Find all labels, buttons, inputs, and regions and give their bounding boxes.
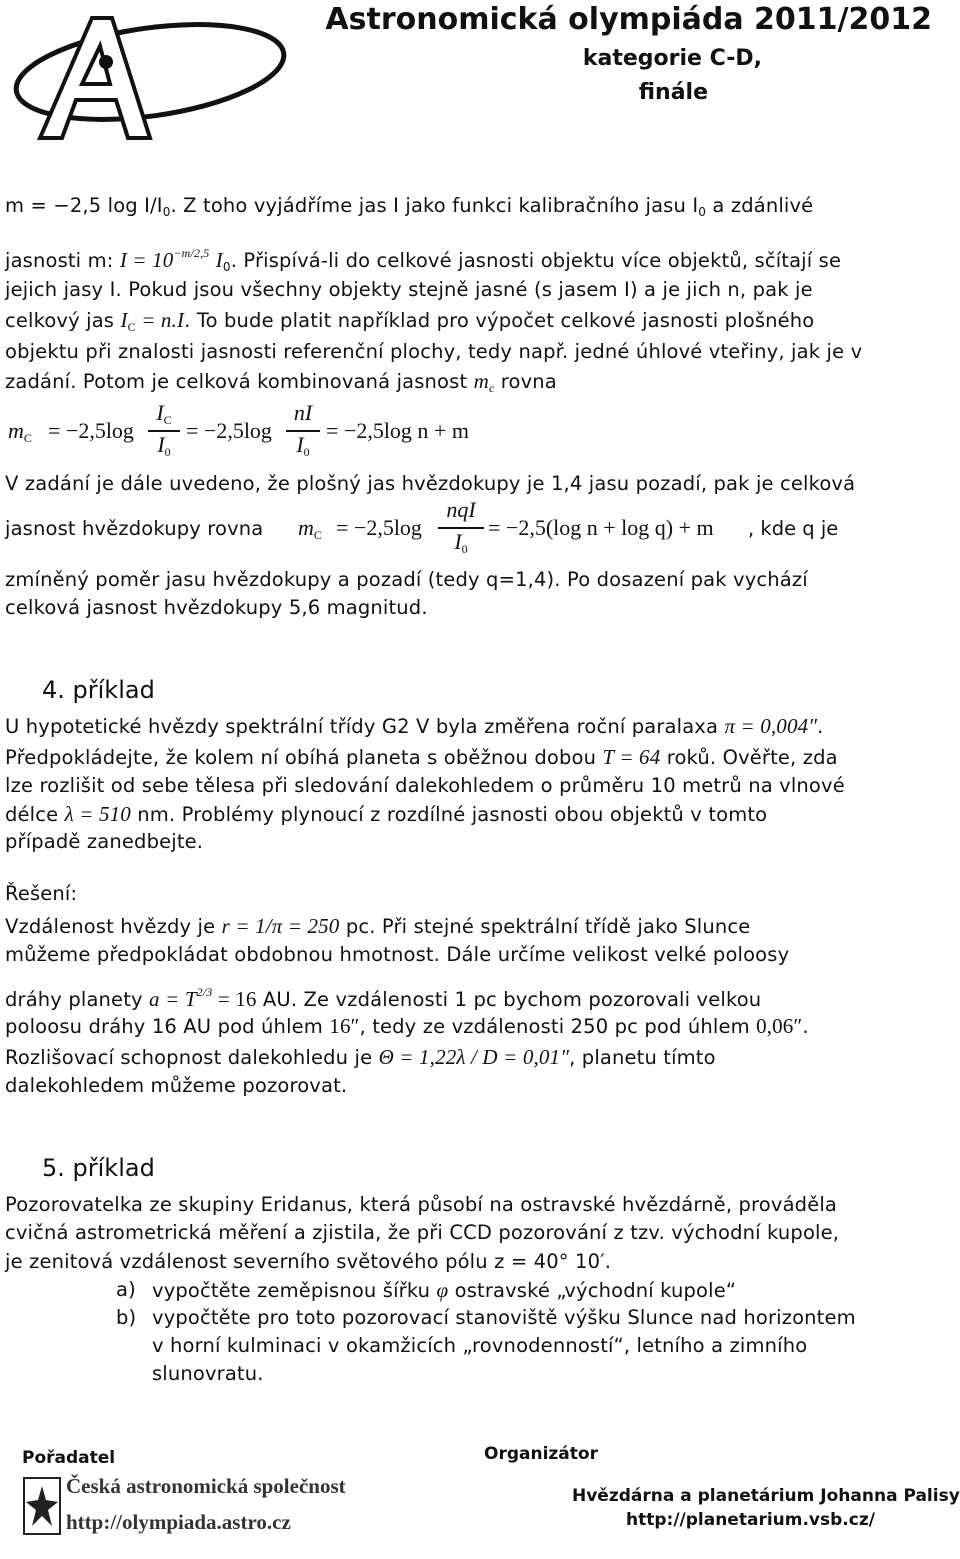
text-line: lze rozlišit od sebe tělesa při sledování dalekohledem o průměru 10 metrů na vlnové: [5, 774, 845, 797]
text-line: V zadání je dále uvedeno, že plošný jas hvězdokupy je 1,4 jasu pozadí, pak je celková: [5, 472, 856, 495]
task-b-text: v horní kulminaci v okamžicích „rovnodenností“, letního a zimního: [152, 1334, 808, 1357]
round-label: finále: [638, 80, 708, 105]
text-line: cvičná astrometrická měření a zjistila, že při CCD pozorování z tzv. východní kupole,: [5, 1221, 840, 1244]
cas-star-icon: [22, 1476, 62, 1536]
organizer-url[interactable]: http://olympiada.astro.cz: [66, 1510, 291, 1534]
task-a-label: a): [116, 1278, 136, 1301]
text-line: m = −2,5 $\log I/I_0$. Z toho vyjádříme jas I jako funkci kalibračního jasu $I_0$ a zdánlivé: [5, 194, 814, 219]
example-5-heading: 5. příklad: [42, 1154, 155, 1182]
category-label: kategorie C-D,: [582, 46, 762, 71]
solution-heading: Řešení:: [5, 882, 78, 905]
text-line: celkový jas $I_C = n.I$. To bude platit například pro výpočet celkové jasnosti plošného: [5, 308, 815, 334]
organizer-name: Česká astronomická společnost: [66, 1474, 346, 1498]
text-line: Vzdálenost hvězdy je r = 1/π = 250 pc. Při stejné spektrální třídě jako Slunce: [5, 914, 751, 938]
page-title: Astronomická olympiáda 2011/2012: [325, 2, 932, 37]
text-line: zmíněný poměr jasu hvězdokupy a pozadí (tedy q=1,4). Po dosazení pak vychází: [5, 568, 808, 591]
text-line: dráhy planety $a = T^{2/3} = 16$ AU. Ze vzdálenosti 1 pc bychom pozorovali velkou: [5, 985, 762, 1011]
host-label: Organizátor: [484, 1444, 598, 1464]
text-line: případě zanedbejte.: [5, 830, 204, 853]
text-line: Rozlišovací schopnost dalekohledu je Θ = 1,22λ / D = 0,01″, planetu tímto: [5, 1045, 716, 1069]
task-b-text: slunovratu.: [152, 1362, 264, 1385]
organizer-logo: [22, 1474, 346, 1546]
text-line: poloosu dráhy 16 AU pod úhlem 16″, tedy ze vzdálenosti 250 pc pod úhlem 0,06″.: [5, 1014, 809, 1038]
text-line: jejich jasy I. Pokud jsou všechny objekty stejně jasné (s jasem I) a je jich n, pak je: [5, 278, 813, 301]
text-line: zadání. Potom je celková kombinovaná jasnost $m_c$ rovna: [5, 369, 557, 395]
text-line: Předpokládejte, že kolem ní obíhá planeta s oběžnou dobou T = 64 roků. Ověřte, zda: [5, 745, 838, 769]
text-line: je zenitová vzdálenost severního světového pólu z = 40° 10′.: [5, 1250, 612, 1273]
text-line: můžeme předpokládat obdobnou hmotnost. Dále určíme velikost velké poloosy: [5, 943, 790, 966]
host-url[interactable]: http://planetarium.vsb.cz/: [626, 1510, 875, 1530]
task-b-text: vypočtěte pro toto pozorovací stanoviště výšku Slunce nad horizontem: [152, 1306, 856, 1329]
example-4-heading: 4. příklad: [42, 676, 155, 704]
task-a-text: vypočtěte zeměpisnou šířku φ ostravské „východní kupole“: [152, 1278, 737, 1302]
text-line: Pozorovatelka ze skupiny Eridanus, která působí na ostravské hvězdárně, prováděla: [5, 1193, 838, 1216]
text-line: dalekohledem můžeme pozorovat.: [5, 1074, 348, 1097]
task-b-label: b): [116, 1306, 137, 1329]
text-line: U hypotetické hvězdy spektrální třídy G2 V byla změřena roční paralaxa π = 0,004″.: [5, 714, 824, 738]
text-line: celková jasnost hvězdokupy 5,6 magnitud.: [5, 596, 428, 619]
host-name: Hvězdárna a planetárium Johanna Palisy: [572, 1486, 960, 1506]
organizer-label: Pořadatel: [22, 1448, 116, 1468]
olympiad-logo: [0, 0, 300, 150]
text-line: délce λ = 510 nm. Problémy plynoucí z rozdílné jasnosti obou objektů v tomto: [5, 802, 768, 826]
text-line: jasnosti m: $I = 10^{-m/2,5}$ $I_0$. Přispívá-li do celkové jasnosti objektu více objektů, sčítají se: [5, 246, 842, 274]
text-line: objektu při znalosti jasnosti referenční plochy, tedy např. jedné úhlové vteřiny, jak je v: [5, 340, 863, 363]
